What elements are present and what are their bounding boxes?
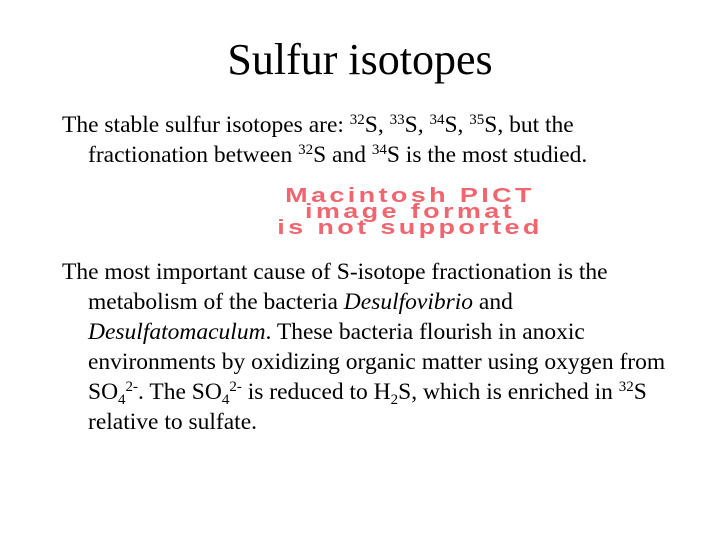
mass-number: 32 [349, 112, 365, 128]
slide-title: Sulfur isotopes [227, 35, 493, 84]
mass-number: 34 [371, 142, 387, 158]
mass-number: 35 [469, 112, 485, 128]
text: S, but the fractionation between [88, 112, 574, 168]
text: . These bacteria flourish in anoxic environments by oxidizing organic matter using oxygen from SO [88, 319, 666, 405]
paragraph-stable-isotopes [62, 110, 688, 170]
mass-number: 34 [429, 112, 445, 128]
text: The stable sulfur isotopes are: [62, 112, 350, 138]
charge: 2- [229, 379, 242, 395]
text: . The SO [138, 379, 222, 405]
placeholder-line: image format [304, 201, 516, 223]
text: S and [313, 142, 372, 168]
text: The most important cause of S-isotope fractionation is the metabolism of the bacteria [62, 259, 608, 315]
text: is reduced to H [241, 379, 391, 405]
charge: 2- [125, 379, 139, 395]
genus-name: Desulfovibrio [343, 289, 474, 315]
text: S, [444, 112, 470, 138]
genus-name: Desulfatomaculum [88, 319, 266, 345]
subscript: 4 [221, 392, 230, 408]
text: S relative to sulfate. [88, 379, 647, 435]
subscript: 2 [390, 392, 399, 408]
placeholder-line: Macintosh PICT [285, 185, 535, 207]
mass-number: 33 [389, 112, 405, 128]
text: S, [404, 112, 430, 138]
text: S is the most studied. [386, 142, 588, 168]
text: and [473, 289, 513, 315]
subscript: 4 [118, 392, 126, 408]
placeholder-line: is not supported [277, 217, 543, 239]
mass-number: 32 [618, 379, 634, 395]
paragraph-fractionation-cause [62, 257, 688, 437]
text: S, [364, 112, 390, 138]
mass-number: 32 [298, 142, 314, 158]
unsupported-image-placeholder [198, 185, 622, 242]
text: S, which is enriched in [398, 379, 619, 405]
